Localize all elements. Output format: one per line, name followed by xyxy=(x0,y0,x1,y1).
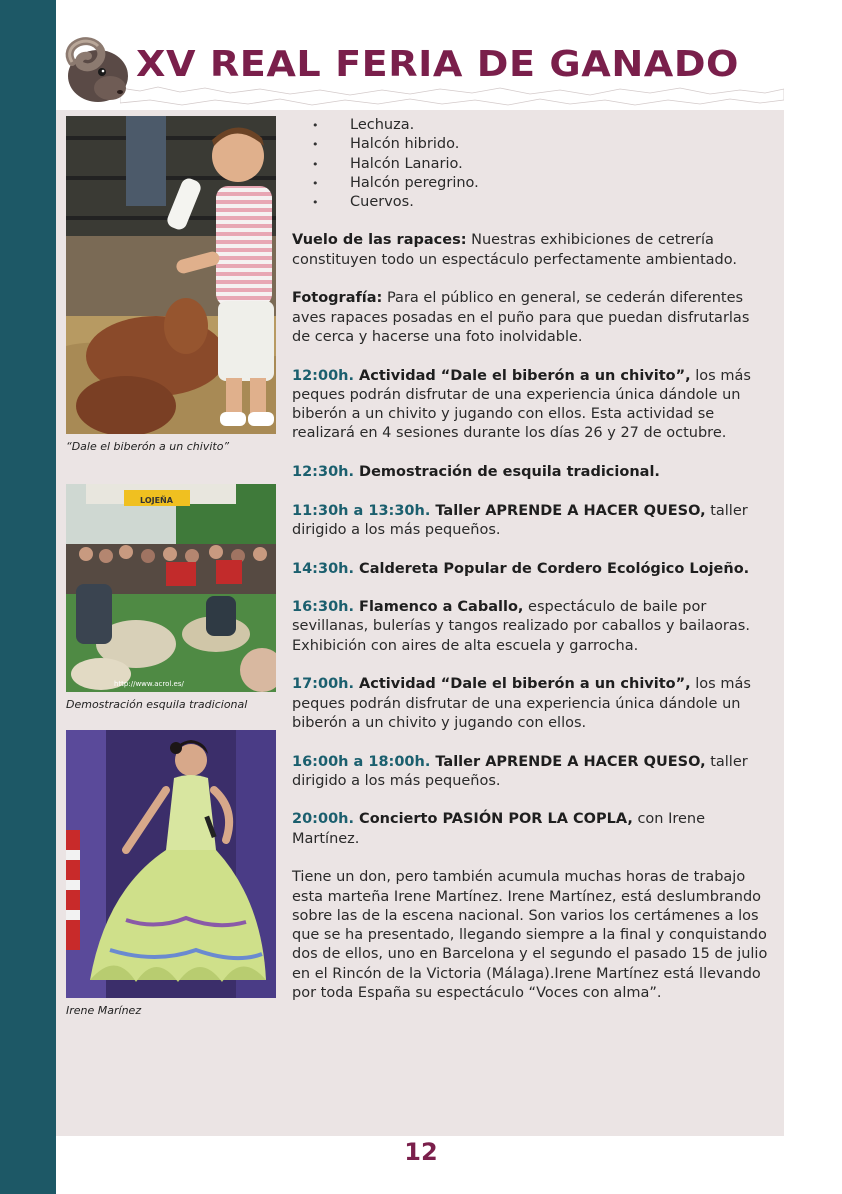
photo-caption-3: Irene Marínez xyxy=(66,1004,142,1017)
side-color-band xyxy=(0,0,56,1194)
banner-sign-text: LOJEÑA xyxy=(140,496,173,505)
list-item: • Halcón Lanario. xyxy=(292,155,772,174)
bird-list xyxy=(292,116,772,212)
paragraph-vuelo: Vuelo de las rapaces: Nuestras exhibiciones de cetrería constituyen todo un espectáculo perfectamente ambientado. xyxy=(292,232,737,268)
schedule-item: 12:30h. Demostración de esquila tradicional. xyxy=(292,464,660,481)
list-item: • Halcón peregrino. xyxy=(292,174,772,193)
photo-caption-2: Demostración esquila tradicional xyxy=(66,698,248,711)
photo-irene-martinez xyxy=(66,730,276,998)
schedule-item: 14:30h. Caldereta Popular de Cordero Ecológico Lojeño. xyxy=(292,560,750,577)
page-number: 12 xyxy=(404,1138,438,1166)
photo-watermark: http://www.acrol.es/ xyxy=(114,680,184,688)
page-title: XV REAL FERIA DE GANADO xyxy=(136,44,740,85)
paragraph-closing: Tiene un don, pero también acumula muchas horas de trabajo esta marteña Irene Martínez. Irene Martínez, está deslumbrando sobre las de la escena nacional. Son varios los certámenes a los que se ha presentado, llegando siempre a la final y conquistando dos de ellos, uno en Barcelona y el segundo el pasado 15 de julio en el Rincón de la Victoria (Málaga).Irene Martínez está llevando por toda España su espectáculo “Voces con alma”. xyxy=(292,869,768,1002)
schedule-item: 11:30h a 13:30h. Taller APRENDE A HACER QUESO, taller dirigido a los más pequeños. xyxy=(292,502,748,538)
article-text xyxy=(292,116,772,1023)
schedule-item: 17:00h. Actividad “Dale el biberón a un chivito”, los más peques podrán disfrutar de una experiencia única dándole un biberón a un chivito y jugando con ellos. xyxy=(292,676,751,731)
list-item: • Lechuza. xyxy=(292,116,772,135)
schedule-item: 16:00h a 18:00h. Taller APRENDE A HACER QUESO, taller dirigido a los más pequeños. xyxy=(292,753,748,789)
paragraph-fotografia: Fotografía: Para el público en general, se cederán diferentes aves rapaces posadas en el puño para que puedan disfrutarlas de cerca y hacerse una foto inolvidable. xyxy=(292,290,750,345)
list-item: • Cuervos. xyxy=(292,193,772,212)
schedule-item: 20:00h. Concierto PASIÓN POR LA COPLA, con Irene Martínez. xyxy=(292,811,706,847)
torn-paper-edge xyxy=(120,84,784,106)
schedule-item: 16:30h. Flamenco a Caballo, espectáculo de baile por sevillanas, bulerías y tangos realizado por caballos y bailaoras. Exhibición con aires de alta escuela y garrocha. xyxy=(292,599,750,654)
photo-shearing-demo xyxy=(66,484,276,692)
ram-head-icon xyxy=(58,32,132,106)
schedule-item: 12:00h. Actividad “Dale el biberón a un chivito”, los más peques podrán disfrutar de una experiencia única dándole un biberón a un chivito y jugando con ellos. Esta actividad se realizará en 4 sesiones durante los días 26 y 27 de octubre. xyxy=(292,367,751,442)
photo-caption-1: “Dale el biberón a un chivito” xyxy=(66,440,230,453)
list-item: • Halcón hibrido. xyxy=(292,135,772,154)
photo-child-feeding-goat xyxy=(66,116,276,434)
